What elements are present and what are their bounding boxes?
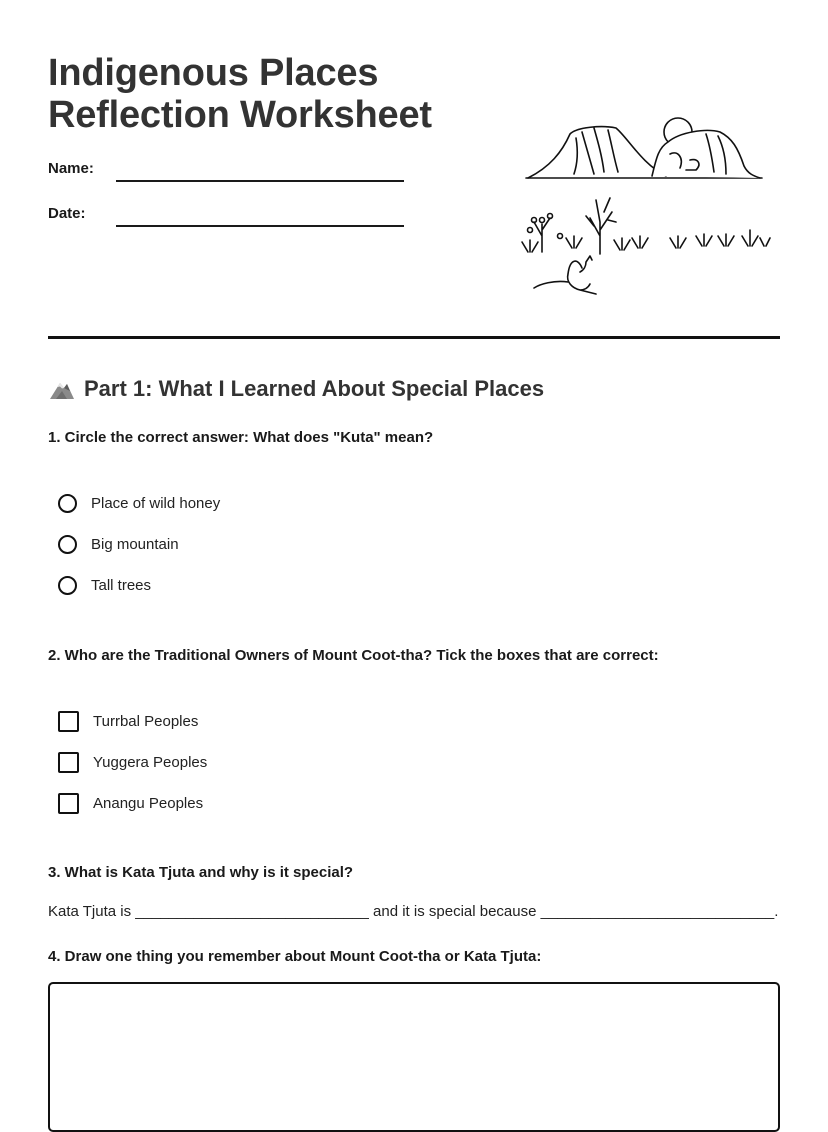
q2-option-2[interactable] <box>58 750 207 774</box>
date-field[interactable] <box>116 225 404 227</box>
date-label: Date: <box>48 205 86 222</box>
section-divider <box>48 336 780 339</box>
option-label: Turrbal Peoples <box>93 712 199 730</box>
option-label: Tall trees <box>91 576 152 594</box>
name-label: Name: <box>48 160 94 177</box>
page-title <box>48 52 488 136</box>
name-field[interactable] <box>116 180 404 182</box>
question-2: 2. Who are the Traditional Owners of Mount Coot-tha? Tick the boxes that are correct: <box>48 647 659 664</box>
radio-circle[interactable] <box>58 535 77 554</box>
question-3: 3. What is Kata Tjuta and why is it special? <box>48 864 354 881</box>
title-line-2: Reflection Worksheet <box>48 94 432 136</box>
mountain-icon <box>48 378 76 400</box>
checkbox[interactable] <box>58 793 79 814</box>
option-label: Anangu Peoples <box>93 794 204 812</box>
part1-heading <box>48 374 544 404</box>
q1-option-1[interactable] <box>58 491 220 515</box>
radio-circle[interactable] <box>58 494 77 513</box>
question-1: 1. Circle the correct answer: What does "Kuta" mean? <box>48 429 434 446</box>
question-4: 4. Draw one thing you remember about Mount Coot-tha or Kata Tjuta: <box>48 948 542 965</box>
radio-circle[interactable] <box>58 576 77 595</box>
kangaroo-icon <box>534 256 596 294</box>
checkbox[interactable] <box>58 711 79 732</box>
title-line-1: Indigenous Places <box>48 52 379 94</box>
q1-option-2[interactable] <box>58 532 179 556</box>
option-label: Big mountain <box>91 535 179 553</box>
option-label: Yuggera Peoples <box>93 753 208 771</box>
q2-option-1[interactable] <box>58 709 198 733</box>
drawing-area[interactable] <box>48 982 780 1132</box>
q2-option-3[interactable] <box>58 791 203 815</box>
tree-icon <box>528 198 617 254</box>
option-label: Place of wild honey <box>91 494 221 512</box>
checkbox[interactable] <box>58 752 79 773</box>
part1-heading-text: Part 1: What I Learned About Special Places <box>84 376 545 401</box>
mesa-rock-icon <box>528 127 666 178</box>
outback-illustration <box>520 112 776 298</box>
q1-option-3[interactable] <box>58 573 151 597</box>
q3-fill-in-sentence[interactable]: Kata Tjuta is ____________________________ and it is special because ____________________________. <box>48 903 779 920</box>
